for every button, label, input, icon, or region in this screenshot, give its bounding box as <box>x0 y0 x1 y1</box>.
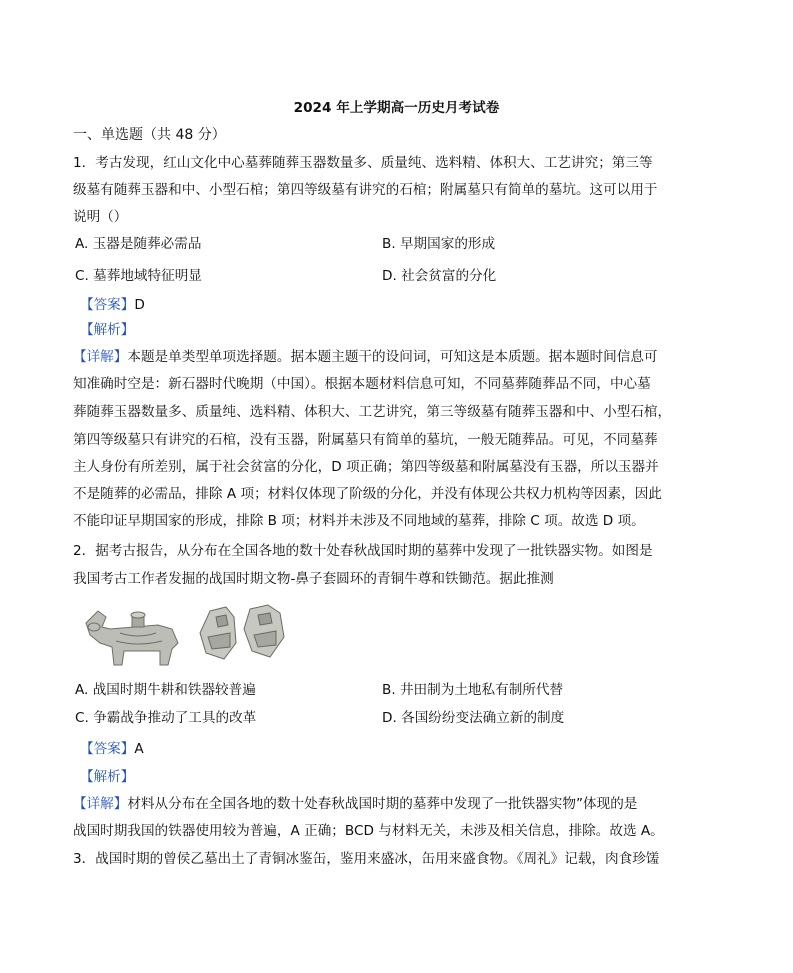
q2-option-d: D. 各国纷纷变法确立新的制度 <box>382 710 565 726</box>
q1-detail-line: 主人身份有所差别，属于社会贫富的分化，D 项正确；第四等级墓和附属墓没有玉器，所以玉器并 <box>73 459 659 475</box>
q2-analysis-tag: 【解析】 <box>80 769 135 785</box>
q1-detail-line <box>73 347 658 367</box>
q1-option-d: D. 社会贫富的分化 <box>382 268 497 284</box>
q2-stem-line: 我国考古工作者发掘的战国时期文物-鼻子套圆环的青铜牛尊和铁锄范。据此推测 <box>73 571 554 587</box>
detail-text: 材料从分布在全国各地的数十处春秋战国时期的墓葬中发现了一批铁器实物”体现的是 <box>127 796 638 812</box>
q1-stem-line: 说明（） <box>73 209 128 225</box>
detail-text: 本题是单类型单项选择题。据本题主题干的设问词，可知这是本质题。据本题时间信息可 <box>127 349 658 365</box>
q1-analysis-tag: 【解析】 <box>80 322 135 338</box>
detail-tag: 【详解】 <box>73 796 128 812</box>
q2-answer <box>80 739 144 759</box>
q1-detail-line: 知准确时空是：新石器时代晚期（中国）。根据本题材料信息可知，不同墓葬随葬品不同，中心墓 <box>73 376 651 392</box>
q2-option-b: B. 井田制为土地私有制所代替 <box>382 682 564 698</box>
q2-option-a: A. 战国时期牛耕和铁器较普遍 <box>75 682 256 698</box>
q1-detail-line: 葬随葬玉器数量多、质量纯、选料精、体积大、工艺讲究，第三等级墓有随葬玉器和中、小型石棺， <box>73 404 672 420</box>
detail-tag: 【详解】 <box>73 349 128 365</box>
section-heading: 一、单选题（共 48 分） <box>73 127 226 143</box>
answer-value: D <box>134 297 145 313</box>
answer-tag: 【答案】 <box>80 297 135 313</box>
q1-detail-line: 第四等级墓只有讲究的石棺，没有玉器，附属墓只有简单的墓坑，一般无随葬品。可见，不同墓葬 <box>73 432 658 448</box>
iron-hoe-mould-image <box>196 603 288 663</box>
answer-tag: 【答案】 <box>80 741 135 757</box>
q2-detail-line <box>73 794 637 814</box>
q1-detail-line: 不能印证早期国家的形成，排除 B 项；材料并未涉及不同地域的墓葬，排除 C 项。故选 D 项。 <box>73 513 645 529</box>
q1-answer <box>80 295 145 315</box>
q1-stem-line: 级墓有随葬玉器和中、小型石棺；第四等级墓有讲究的石棺；附属墓只有简单的墓坑。这可以用于 <box>73 182 658 198</box>
q2-option-c: C. 争霸战争推动了工具的改革 <box>75 710 257 726</box>
q1-option-a: A. 玉器是随葬必需品 <box>75 236 202 252</box>
q2-stem-line: 2．据考古报告，从分布在全国各地的数十处春秋战国时期的墓葬中发现了一批铁器实物。如图是 <box>73 543 653 559</box>
answer-value: A <box>134 741 144 757</box>
q1-option-c: C. 墓葬地域特征明显 <box>75 268 202 284</box>
q1-detail-line: 不是随葬的必需品，排除 A 项；材料仅体现了阶级的分化，并没有体现公共权力机构等因素，因此 <box>73 486 662 502</box>
q3-stem-line: 3．战国时期的曾侯乙墓出土了青铜冰鉴缶，鉴用来盛冰，缶用来盛食物。《周礼》记载，肉食珍馐 <box>73 851 660 867</box>
bronze-ox-zun-image <box>80 603 190 671</box>
q1-option-b: B. 早期国家的形成 <box>382 236 496 252</box>
page-title: 2024 年上学期高一历史月考试卷 <box>293 100 500 116</box>
q1-stem-line: 1．考古发现，红山文化中心墓葬随葬玉器数量多、质量纯、选料精、体积大、工艺讲究；第三等 <box>73 155 653 171</box>
q2-detail-line: 战国时期我国的铁器使用较为普遍，A 正确；BCD 与材料无关，未涉及相关信息，排除。故选 A。 <box>73 823 664 839</box>
